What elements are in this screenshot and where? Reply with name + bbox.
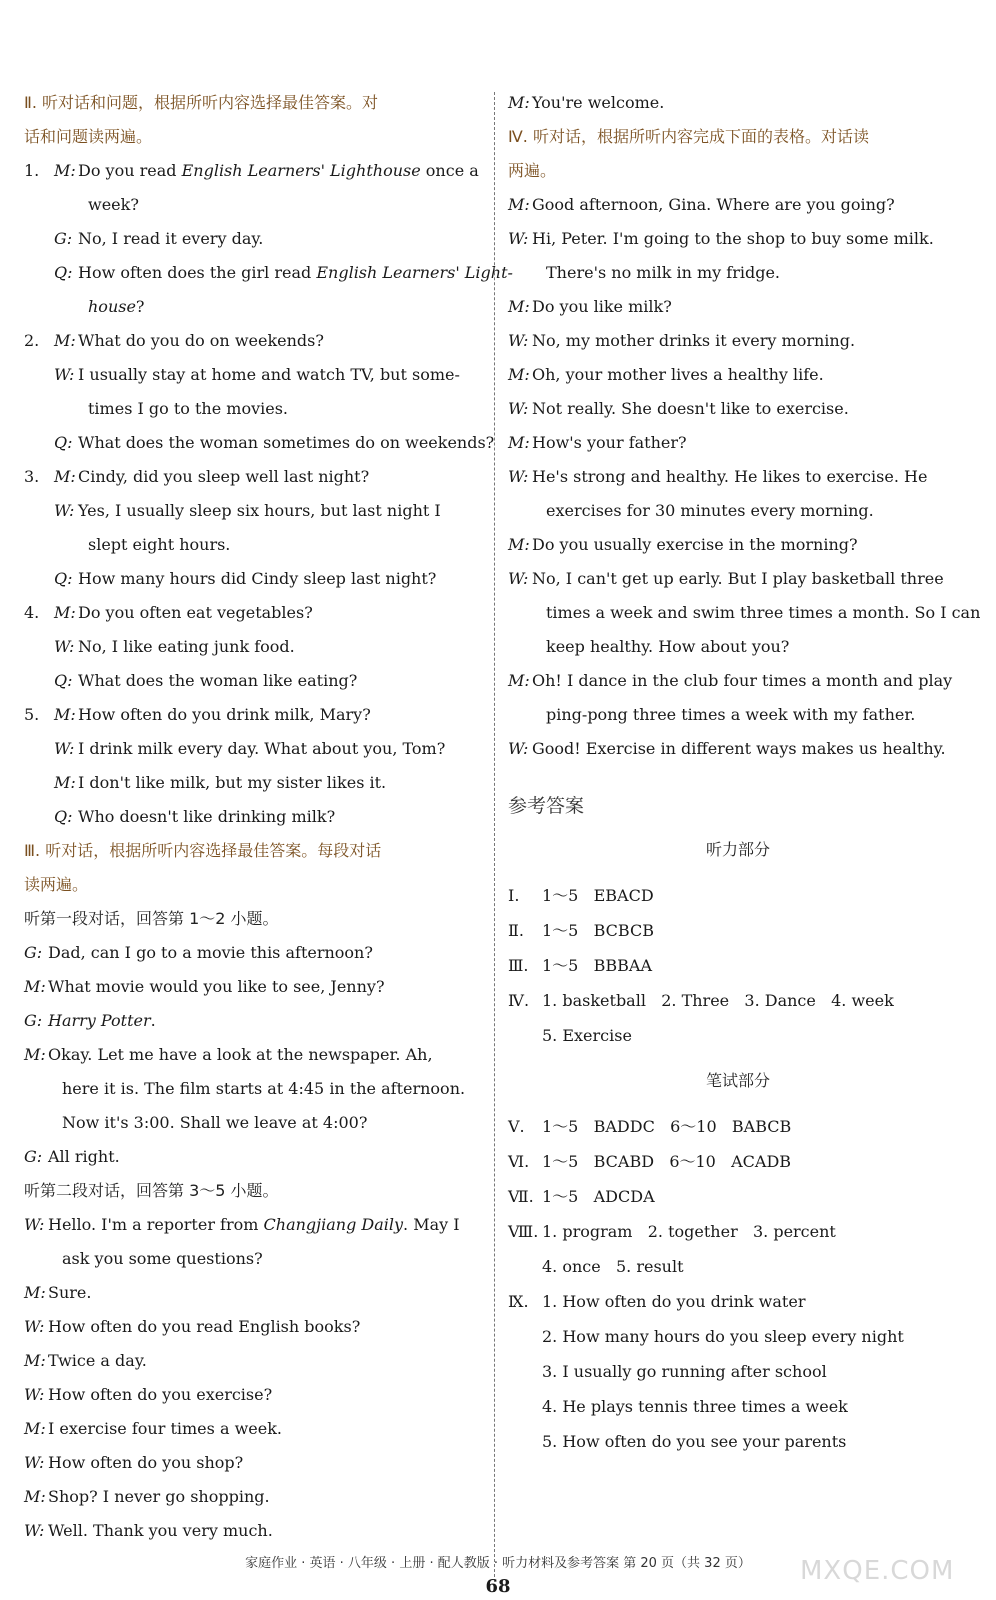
answer-text: 5. How often do you see your parents [542, 1432, 847, 1451]
line-text: week? [88, 195, 139, 214]
dialogue-line [24, 324, 486, 358]
section-heading: 读两遍。 [24, 875, 89, 894]
speaker-label: W: [54, 365, 75, 384]
answer-text: 3. I usually go running after school [542, 1362, 827, 1381]
speaker-label: M: [508, 671, 530, 690]
answer-row [508, 878, 968, 913]
answer-row [508, 1144, 968, 1179]
answer-text: 4. He plays tennis three times a week [542, 1397, 848, 1416]
line-text: Oh! I dance in the club four times a month and play [532, 671, 953, 690]
dialogue-line [24, 1276, 486, 1310]
speaker-label: M: [24, 977, 46, 996]
line-text: Okay. Let me have a look at the newspaper. Ah, [48, 1045, 433, 1064]
line-text: Oh, your mother lives a healthy life. [532, 365, 824, 384]
dialogue-line [24, 188, 486, 222]
line-text: ask you some questions? [62, 1249, 263, 1268]
section-heading: Ⅲ. 听对话，根据所听内容选择最佳答案。每段对话 [24, 841, 382, 860]
answer-row [508, 913, 968, 948]
answer-row [508, 1214, 968, 1249]
line-text: Do you read [78, 161, 182, 180]
answer-row [508, 1389, 968, 1424]
line-text: I drink milk every day. What about you, Tom? [78, 739, 446, 758]
answer-row [508, 1018, 968, 1053]
section-numeral: Ⅸ. [508, 1292, 529, 1311]
dialogue-line [508, 630, 968, 664]
line-text: I usually stay at home and watch TV, but some- [78, 365, 460, 384]
dialogue-line [508, 664, 968, 698]
italic-title: English Learners' Light- [316, 263, 513, 282]
answer-row [508, 1249, 968, 1284]
speaker-label: G: [54, 229, 73, 248]
speaker-label: W: [508, 569, 529, 588]
dialogue-line [24, 1310, 486, 1344]
speaker-label: W: [24, 1385, 45, 1404]
page-number: 68 [485, 1576, 511, 1597]
section-numeral: Ⅱ. [508, 921, 524, 940]
dialogue-line [508, 562, 968, 596]
line-text: Sure. [48, 1283, 92, 1302]
dialogue-line [24, 1344, 486, 1378]
dialogue-section-4 [508, 86, 981, 766]
dialogue-line [24, 970, 486, 1004]
speaker-label: M: [508, 365, 530, 384]
section-numeral: Ⅵ. [508, 1152, 530, 1171]
dialogue-line [24, 1242, 486, 1276]
dialogue-line [24, 154, 486, 188]
speaker-label: M: [24, 1351, 46, 1370]
dialogue-line [24, 256, 513, 290]
section-numeral: Ⅳ. [508, 991, 530, 1010]
line-text: All right. [48, 1147, 120, 1166]
answer-text: 1～5 EBACD [542, 886, 654, 905]
speaker-label: M: [24, 1487, 46, 1506]
dialogue-line [508, 188, 968, 222]
speaker-label: M: [54, 603, 76, 622]
speaker-label: W: [24, 1521, 45, 1540]
answer-text: 1. How often do you drink water [542, 1292, 806, 1311]
dialogue-line [24, 528, 486, 562]
dialogue-line [24, 1208, 486, 1242]
watermark-text: MXQE.COM [800, 1556, 955, 1586]
line-text: Do you like milk? [532, 297, 672, 316]
speaker-label: W: [508, 467, 529, 486]
line-text: Now it's 3:00. Shall we leave at 4:00? [62, 1113, 368, 1132]
speaker-label: M: [24, 1045, 46, 1064]
answer-text: 1～5 BCABD 6～10 ACADB [542, 1152, 792, 1171]
dialogue-line [24, 596, 486, 630]
dialogue-line [508, 426, 968, 460]
answer-text: 1. basketball 2. Three 3. Dance 4. week [542, 991, 894, 1010]
written-heading: 笔试部分 [705, 1071, 770, 1090]
section-heading: Ⅳ. 听对话，根据所听内容完成下面的表格。对话读 [508, 127, 869, 146]
speaker-label: M: [508, 195, 530, 214]
section-numeral: Ⅷ. [508, 1222, 539, 1241]
dialogue-line [24, 732, 486, 766]
dialogue-line [508, 494, 968, 528]
line-text: There's no milk in my fridge. [546, 263, 780, 282]
dialogue-line [508, 290, 968, 324]
dialogue-line [508, 528, 968, 562]
page-footer: 家庭作业 · 英语 · 八年级 · 上册 · 配人教版 · 听力材料及参考答案 第 20 页（共 32 页） [245, 1556, 751, 1571]
answer-text: 4. once 5. result [542, 1257, 684, 1276]
line-text: What does the woman like eating? [78, 671, 358, 690]
dialogue-line [24, 222, 486, 256]
line-text: How often do you shop? [48, 1453, 244, 1472]
line-text: How often do you exercise? [48, 1385, 273, 1404]
speaker-label: G: [24, 943, 43, 962]
dialogue-line [508, 222, 968, 256]
speaker-label: M: [508, 297, 530, 316]
dialogue-line [24, 426, 495, 460]
listening-heading: 听力部分 [705, 840, 770, 859]
dialogue-line [24, 1480, 486, 1514]
speaker-label: M: [24, 1419, 46, 1438]
line-text: I exercise four times a week. [48, 1419, 282, 1438]
answer-text: 1～5 BCBCB [542, 921, 654, 940]
item-number: 2. [24, 331, 40, 350]
speaker-label: M: [24, 1283, 46, 1302]
line-text-after: ? [135, 297, 145, 316]
section-heading: 两遍。 [508, 161, 557, 180]
speaker-label: W: [508, 739, 529, 758]
answer-row [508, 1354, 968, 1389]
italic-title: house [88, 297, 136, 316]
line-text: Who doesn't like drinking milk? [78, 807, 336, 826]
answer-row [508, 1284, 968, 1319]
dialogue-line [24, 392, 486, 426]
line-text: How often do you read English books? [48, 1317, 361, 1336]
speaker-label: M: [508, 433, 530, 452]
dialogue-line [508, 698, 968, 732]
line-text: Do you often eat vegetables? [78, 603, 313, 622]
line-text: times I go to the movies. [88, 399, 289, 418]
line-text: Shop? I never go shopping. [48, 1487, 270, 1506]
line-text: here it is. The film starts at 4:45 in the afternoon. [62, 1079, 466, 1098]
speaker-label: Q: [54, 569, 73, 588]
line-text: How often does the girl read [78, 263, 317, 282]
italic-title: Changjiang Daily [263, 1215, 404, 1234]
dialogue-line [24, 1038, 486, 1072]
line-text: What movie would you like to see, Jenny? [48, 977, 385, 996]
line-text-after: once a [420, 161, 479, 180]
section-numeral: Ⅴ. [508, 1117, 525, 1136]
dialogue-line [24, 1072, 486, 1106]
written-answers [508, 1109, 968, 1459]
dialogue-line [508, 392, 968, 426]
answer-text: 1. program 2. together 3. percent [542, 1222, 836, 1241]
speaker-label: M: [54, 773, 76, 792]
speaker-label: G: [24, 1011, 43, 1030]
answer-row [508, 1424, 968, 1459]
dialogue-line [24, 630, 486, 664]
line-text: I don't like milk, but my sister likes it. [78, 773, 387, 792]
section-heading: Ⅱ. 听对话和问题，根据所听内容选择最佳答案。对 [24, 93, 379, 112]
dialogue-line [24, 494, 486, 528]
item-number: 4. [24, 603, 40, 622]
dialogue-line [508, 86, 968, 120]
speaker-label: W: [24, 1453, 45, 1472]
line-text-after: . [150, 1011, 156, 1030]
section-instruction: 听第二段对话，回答第 3～5 小题。 [24, 1181, 279, 1200]
speaker-label: W: [508, 229, 529, 248]
answer-row [508, 983, 968, 1018]
line-text: Do you usually exercise in the morning? [532, 535, 858, 554]
line-text: Cindy, did you sleep well last night? [78, 467, 370, 486]
line-text: No, I can't get up early. But I play basketball three [532, 569, 944, 588]
line-text: No, I like eating junk food. [78, 637, 295, 656]
speaker-label: M: [54, 161, 76, 180]
line-text: You're welcome. [532, 93, 665, 112]
speaker-label: M: [54, 705, 76, 724]
section-numeral: Ⅶ. [508, 1187, 534, 1206]
italic-title: Harry Potter [48, 1011, 151, 1030]
speaker-label: M: [54, 467, 76, 486]
speaker-label: M: [54, 331, 76, 350]
answers-title: 参考答案 [508, 795, 585, 817]
line-text: How often do you drink milk, Mary? [78, 705, 371, 724]
line-text: No, my mother drinks it every morning. [532, 331, 856, 350]
answer-text: 5. Exercise [542, 1026, 632, 1045]
dialogue-line [24, 1140, 486, 1174]
dialogue-line [24, 1004, 486, 1038]
section-numeral: Ⅰ. [508, 886, 520, 905]
dialogue-line [24, 1514, 486, 1548]
dialogue-line [24, 698, 486, 732]
watermark-logo [800, 1526, 980, 1586]
line-text: exercises for 30 minutes every morning. [546, 501, 874, 520]
dialogue-line [24, 562, 486, 596]
item-number: 3. [24, 467, 40, 486]
line-text: Not really. She doesn't like to exercise. [532, 399, 849, 418]
answer-row [508, 1109, 968, 1144]
speaker-label: M: [508, 93, 530, 112]
answer-row [508, 1179, 968, 1214]
line-text: Hello. I'm a reporter from [48, 1215, 264, 1234]
answer-row [508, 948, 968, 983]
line-text: Hi, Peter. I'm going to the shop to buy some milk. [532, 229, 934, 248]
speaker-label: G: [24, 1147, 43, 1166]
speaker-label: M: [508, 535, 530, 554]
line-text: Good! Exercise in different ways makes us healthy. [532, 739, 946, 758]
line-text-after: . May I [403, 1215, 460, 1234]
section-instruction: 听第一段对话，回答第 1～2 小题。 [24, 909, 279, 928]
listening-answers [508, 878, 968, 1053]
italic-title: English Learners' Lighthouse [181, 161, 421, 180]
line-text: Good afternoon, Gina. Where are you going? [532, 195, 895, 214]
line-text: Yes, I usually sleep six hours, but last night I [78, 501, 441, 520]
dialogue-line [508, 324, 968, 358]
line-text: How's your father? [532, 433, 687, 452]
line-text: How many hours did Cindy sleep last night? [78, 569, 437, 588]
line-text: Dad, can I go to a movie this afternoon? [48, 943, 373, 962]
speaker-label: W: [508, 399, 529, 418]
dialogue-line [24, 1446, 486, 1480]
dialogue-line [24, 1412, 486, 1446]
dialogue-line [24, 358, 486, 392]
answer-text: 1～5 BBBAA [542, 956, 653, 975]
line-text: He's strong and healthy. He likes to exercise. He [532, 467, 928, 486]
dialogue-line [508, 596, 981, 630]
speaker-label: Q: [54, 263, 73, 282]
line-text: ping-pong three times a week with my father. [546, 705, 916, 724]
dialogue-line [24, 800, 486, 834]
section-heading: 话和问题读两遍。 [24, 127, 153, 146]
line-text: What does the woman sometimes do on weekends? [78, 433, 495, 452]
item-number: 1. [24, 161, 40, 180]
line-text: Twice a day. [48, 1351, 147, 1370]
dialogue-line [24, 290, 486, 324]
answer-row [508, 1319, 968, 1354]
dialogue-line [24, 1106, 486, 1140]
dialogue-line [24, 460, 486, 494]
speaker-label: Q: [54, 433, 73, 452]
left-column [24, 86, 513, 1548]
dialogue-line [508, 732, 968, 766]
line-text: times a week and swim three times a month. So I can [546, 603, 981, 622]
speaker-label: W: [24, 1317, 45, 1336]
answer-text: 1～5 BADDC 6～10 BABCB [542, 1117, 792, 1136]
speaker-label: W: [54, 739, 75, 758]
dialogue-line [508, 460, 968, 494]
dialogue-line [508, 358, 968, 392]
dialogue-line [508, 256, 968, 290]
line-text: No, I read it every day. [78, 229, 264, 248]
speaker-label: W: [24, 1215, 45, 1234]
dialogue-line [24, 936, 486, 970]
speaker-label: W: [54, 501, 75, 520]
answer-text: 2. How many hours do you sleep every night [542, 1327, 904, 1346]
speaker-label: Q: [54, 807, 73, 826]
line-text: keep healthy. How about you? [546, 637, 790, 656]
speaker-label: W: [54, 637, 75, 656]
speaker-label: Q: [54, 671, 73, 690]
line-text: slept eight hours. [88, 535, 231, 554]
column-divider [494, 92, 495, 1592]
item-number: 5. [24, 705, 40, 724]
right-column [508, 86, 981, 1459]
speaker-label: W: [508, 331, 529, 350]
answer-text: 1～5 ADCDA [542, 1187, 655, 1206]
dialogue-line [24, 1378, 486, 1412]
dialogue-line [24, 766, 486, 800]
line-text: What do you do on weekends? [78, 331, 324, 350]
dialogue-line [24, 664, 486, 698]
line-text: Well. Thank you very much. [48, 1521, 273, 1540]
section-numeral: Ⅲ. [508, 956, 529, 975]
